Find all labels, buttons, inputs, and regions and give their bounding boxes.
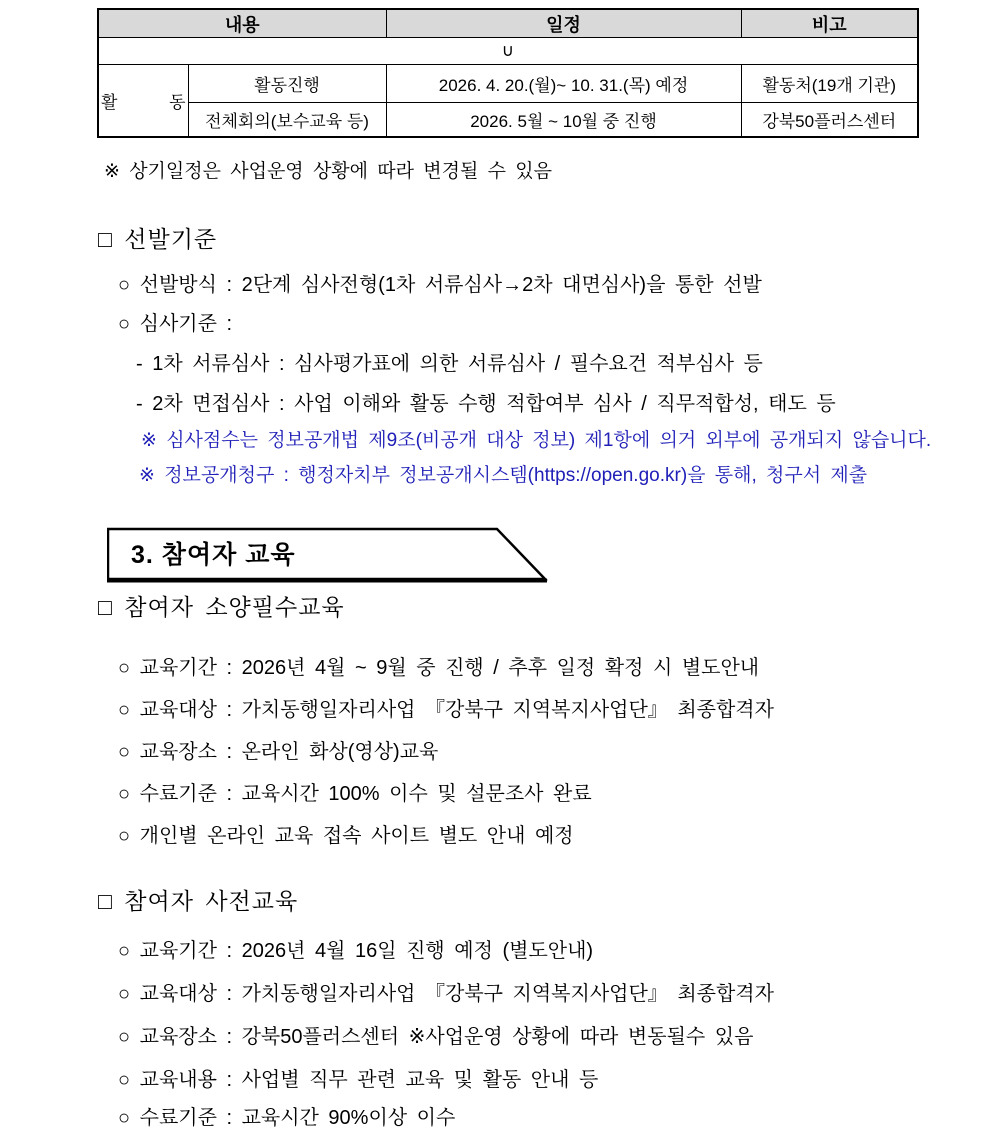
table-flow-row bbox=[98, 38, 918, 65]
selection-section-title: □ 선발기준 bbox=[98, 226, 218, 252]
section-banner-title: 3. 참여자 교육 bbox=[131, 541, 296, 569]
subsection2-title: □ 참여자 사전교육 bbox=[98, 888, 299, 914]
subsection1-item: ○ 교육기간 : 2026년 4월 ~ 9월 중 진행 / 추후 일정 확정 시 별도안내 bbox=[118, 657, 760, 679]
table-header-note: 비고 bbox=[741, 9, 918, 38]
subsection1-item: ○ 개인별 온라인 교육 접속 사이트 별도 안내 예정 bbox=[118, 825, 574, 847]
selection-footnote-privacy: ※ 심사점수는 정보공개법 제9조(비공개 대상 정보) 제1항에 의거 외부에 공개되지 않습니다. bbox=[141, 430, 932, 451]
table-row bbox=[98, 103, 918, 138]
subsection2-item: ○ 교육기간 : 2026년 4월 16일 진행 예정 (별도안내) bbox=[118, 940, 594, 962]
selection-subline: - 1차 서류심사 : 심사평가표에 의한 서류심사 / 필수요건 적부심사 등 bbox=[136, 353, 763, 375]
subsection1-item: ○ 교육대상 : 가치동행일자리사업 『강북구 지역복지사업단』 최종합격자 bbox=[118, 699, 774, 721]
selection-subline: - 2차 면접심사 : 사업 이해와 활동 수행 적합여부 심사 / 직무적합성, 태도 등 bbox=[136, 393, 836, 415]
table-header-schedule: 일정 bbox=[386, 9, 741, 38]
table-cell-content: 전체회의(보수교육 등) bbox=[188, 103, 386, 138]
subsection1-title: □ 참여자 소양필수교육 bbox=[98, 594, 345, 620]
selection-line: ○ 심사기준 : bbox=[118, 313, 233, 335]
table-header-row bbox=[98, 9, 918, 38]
table-cell-schedule: 2026. 5월 ~ 10월 중 진행 bbox=[386, 103, 741, 138]
selection-line: ○ 선발방식 : 2단계 심사전형(1차 서류심사→2차 대면심사)을 통한 선발 bbox=[118, 274, 762, 296]
section-banner bbox=[107, 527, 553, 587]
subsection2-item: ○ 수료기준 : 교육시간 90%이상 이수 bbox=[118, 1107, 456, 1129]
subsection1-item: ○ 교육장소 : 온라인 화상(영상)교육 bbox=[118, 741, 439, 763]
subsection1-item: ○ 수료기준 : 교육시간 100% 이수 및 설문조사 완료 bbox=[118, 783, 592, 805]
subsection2-item: ○ 교육장소 : 강북50플러스센터 ※사업운영 상황에 따라 변동될수 있음 bbox=[118, 1026, 754, 1048]
subsection2-item: ○ 교육내용 : 사업별 직무 관련 교육 및 활동 안내 등 bbox=[118, 1069, 599, 1091]
subsection2-item: ○ 교육대상 : 가치동행일자리사업 『강북구 지역복지사업단』 최종합격자 bbox=[118, 983, 774, 1005]
table-header-content: 내용 bbox=[98, 9, 386, 38]
table-cell-schedule: 2026. 4. 20.(월)~ 10. 31.(목) 예정 bbox=[386, 65, 741, 103]
flow-arrow-icon: ∪ bbox=[98, 38, 918, 65]
table-group-label: 활 동 bbox=[98, 65, 188, 138]
selection-footnote-disclosure: ※ 정보공개청구 : 행정자치부 정보공개시스템(https://open.go.kr)을 통해, 청구서 제출 bbox=[139, 465, 868, 486]
table-cell-content: 활동진행 bbox=[188, 65, 386, 103]
schedule-table bbox=[97, 8, 919, 138]
table-cell-note: 활동처(19개 기관) bbox=[741, 65, 918, 103]
table-row bbox=[98, 65, 918, 103]
table-cell-note: 강북50플러스센터 bbox=[741, 103, 918, 138]
table-footnote: ※ 상기일정은 사업운영 상황에 따라 변경될 수 있음 bbox=[104, 161, 552, 182]
